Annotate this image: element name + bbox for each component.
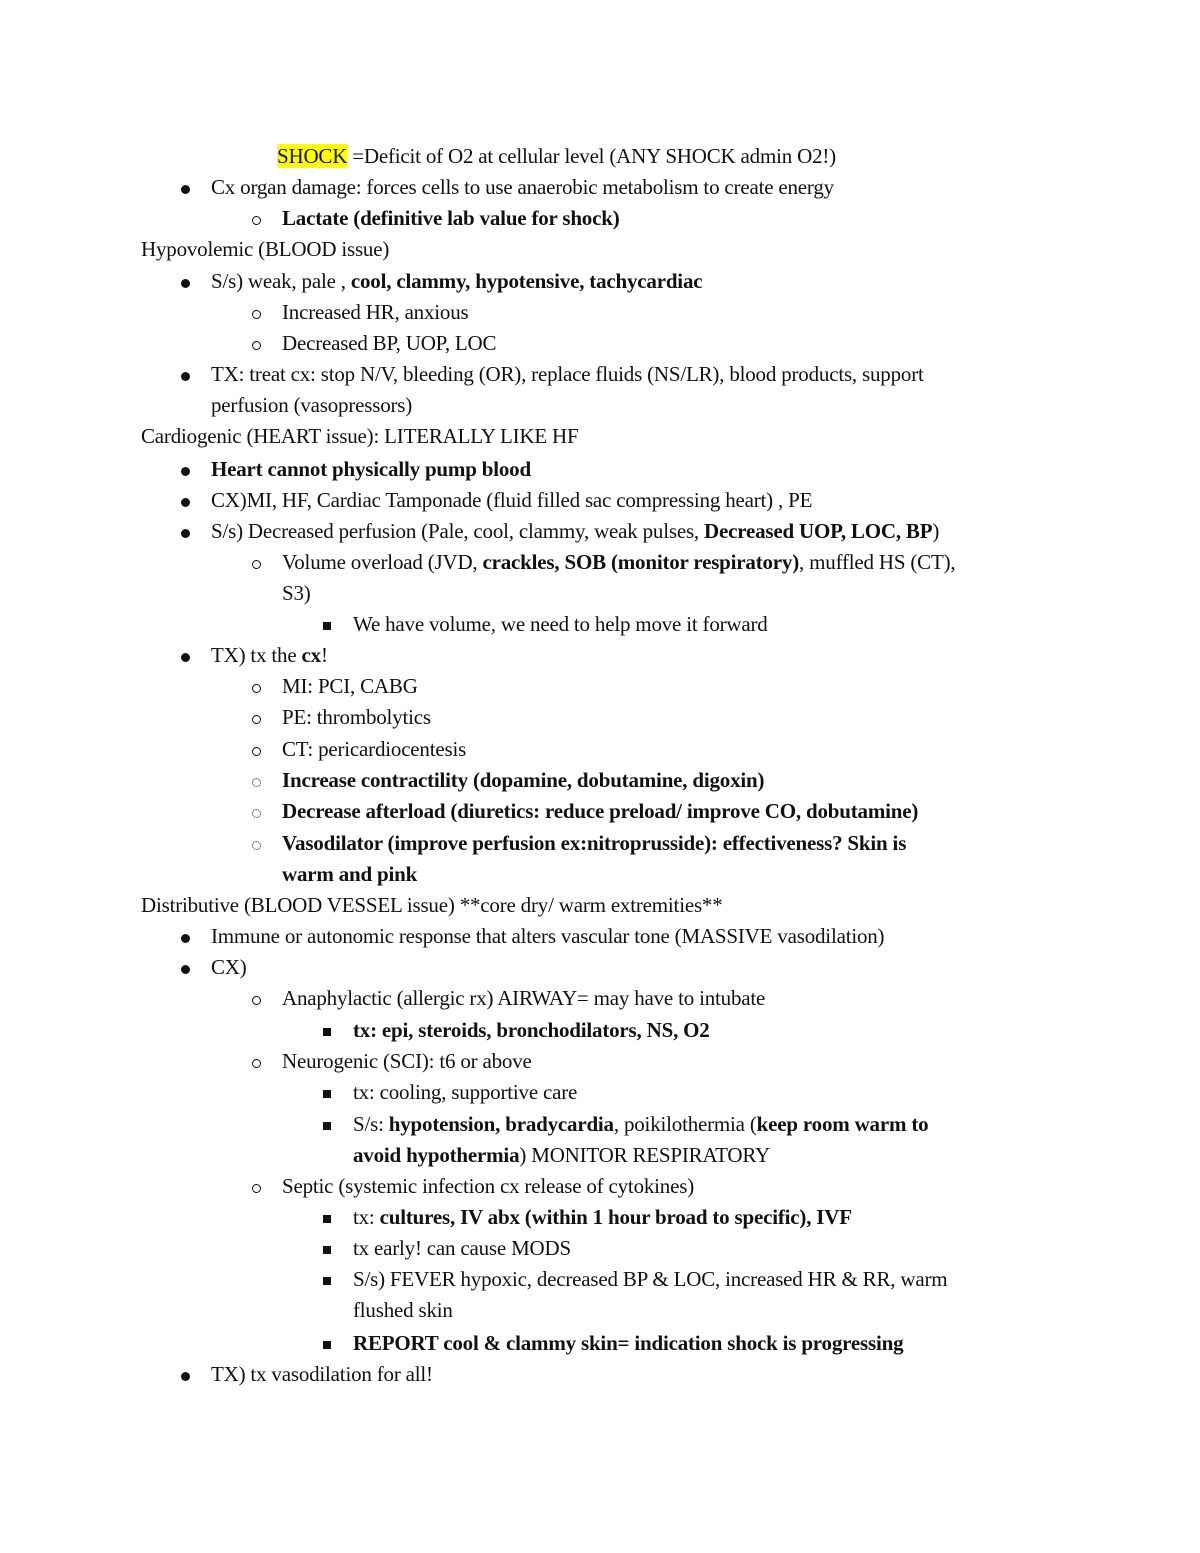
list-item: Anaphylactic (allergic rx) AIRWAY= may have to intubate (282, 984, 765, 1012)
bullet-circle-icon (242, 735, 270, 763)
shock-definition: SHOCK =Deficit of O2 at cellular level (ANY SHOCK admin O2!) (277, 144, 836, 168)
bullet-circle-icon (242, 984, 270, 1012)
bullet-dotted-circle-icon (242, 766, 270, 794)
bullet-dot-icon (171, 486, 199, 514)
bullet-dot-icon (171, 517, 199, 545)
list-item: Immune or autonomic response that alters vascular tone (MASSIVE vasodilation) (211, 922, 884, 950)
bullet-dot-icon (171, 360, 199, 388)
list-item: MI: PCI, CABG (282, 672, 418, 700)
list-item: Vasodilator (improve perfusion ex:nitroprusside): effectiveness? Skin is (282, 829, 906, 857)
list-item: We have volume, we need to help move it forward (353, 610, 768, 638)
bullet-square-icon (313, 1265, 341, 1293)
list-item: Lactate (definitive lab value for shock) (282, 204, 620, 232)
bullet-circle-icon (242, 548, 270, 576)
list-item: REPORT cool & clammy skin= indication shock is progressing (353, 1329, 903, 1357)
list-item: Neurogenic (SCI): t6 or above (282, 1047, 532, 1075)
bullet-circle-icon (242, 1172, 270, 1200)
list-item: S/s: hypotension, bradycardia, poikilothermia (keep room warm to (353, 1110, 928, 1138)
list-item: S/s) Decreased perfusion (Pale, cool, clammy, weak pulses, Decreased UOP, LOC, BP) (211, 517, 939, 545)
list-item: CX) (211, 953, 247, 981)
list-item: S/s) FEVER hypoxic, decreased BP & LOC, increased HR & RR, warm (353, 1265, 947, 1293)
list-item: Decreased BP, UOP, LOC (282, 329, 496, 357)
section-heading-hypovolemic: Hypovolemic (BLOOD issue) (141, 237, 390, 261)
list-item: tx early! can cause MODS (353, 1234, 571, 1262)
section-heading-distributive: Distributive (BLOOD VESSEL issue) **core dry/ warm extremities** (141, 893, 723, 917)
bullet-dot-icon (171, 1360, 199, 1388)
list-item: tx: cooling, supportive care (353, 1078, 577, 1106)
list-item-continuation: flushed skin (353, 1298, 453, 1322)
list-item: Septic (systemic infection cx release of cytokines) (282, 1172, 694, 1200)
list-item-continuation: avoid hypothermia) MONITOR RESPIRATORY (353, 1143, 770, 1167)
list-item: TX) tx vasodilation for all! (211, 1360, 433, 1388)
list-item: tx: cultures, IV abx (within 1 hour broad to specific), IVF (353, 1203, 852, 1231)
bullet-square-icon (313, 1234, 341, 1262)
bullet-dot-icon (171, 267, 199, 295)
bullet-square-icon (313, 1110, 341, 1138)
list-item: PE: thrombolytics (282, 703, 431, 731)
bullet-dot-icon (171, 455, 199, 483)
bullet-square-icon (313, 1016, 341, 1044)
list-item-continuation: S3) (282, 581, 311, 605)
bullet-circle-icon (242, 329, 270, 357)
list-item-continuation: perfusion (vasopressors) (211, 393, 413, 417)
bullet-dotted-circle-icon (242, 829, 270, 857)
list-item: TX) tx the cx! (211, 641, 328, 669)
bullet-square-icon (313, 610, 341, 638)
bullet-circle-icon (242, 204, 270, 232)
bullet-circle-icon (242, 1047, 270, 1075)
bullet-dot-icon (171, 641, 199, 669)
list-item: Decrease afterload (diuretics: reduce preload/ improve CO, dobutamine) (282, 797, 918, 825)
bullet-circle-icon (242, 672, 270, 700)
list-item-continuation: warm and pink (282, 862, 418, 886)
list-item: Cx organ damage: forces cells to use anaerobic metabolism to create energy (211, 173, 834, 201)
shock-highlight: SHOCK (277, 144, 348, 168)
bullet-circle-icon (242, 298, 270, 326)
list-item: Increase contractility (dopamine, dobutamine, digoxin) (282, 766, 764, 794)
bullet-dot-icon (171, 173, 199, 201)
bullet-dot-icon (171, 922, 199, 950)
bullet-square-icon (313, 1329, 341, 1357)
list-item: CX)MI, HF, Cardiac Tamponade (fluid filled sac compressing heart) , PE (211, 486, 812, 514)
list-item: TX: treat cx: stop N/V, bleeding (OR), replace fluids (NS/LR), blood products, support (211, 360, 924, 388)
list-item: CT: pericardiocentesis (282, 735, 466, 763)
section-heading-cardiogenic: Cardiogenic (HEART issue): LITERALLY LIKE HF (141, 424, 579, 448)
list-item: Increased HR, anxious (282, 298, 469, 326)
bullet-square-icon (313, 1078, 341, 1106)
list-item: Heart cannot physically pump blood (211, 455, 531, 483)
bullet-dotted-circle-icon (242, 797, 270, 825)
bullet-square-icon (313, 1203, 341, 1231)
list-item: Volume overload (JVD, crackles, SOB (monitor respiratory), muffled HS (CT), (282, 548, 955, 576)
bullet-dot-icon (171, 953, 199, 981)
bullet-circle-icon (242, 703, 270, 731)
list-item: S/s) weak, pale , cool, clammy, hypotensive, tachycardiac (211, 267, 702, 295)
list-item: tx: epi, steroids, bronchodilators, NS, O2 (353, 1016, 710, 1044)
